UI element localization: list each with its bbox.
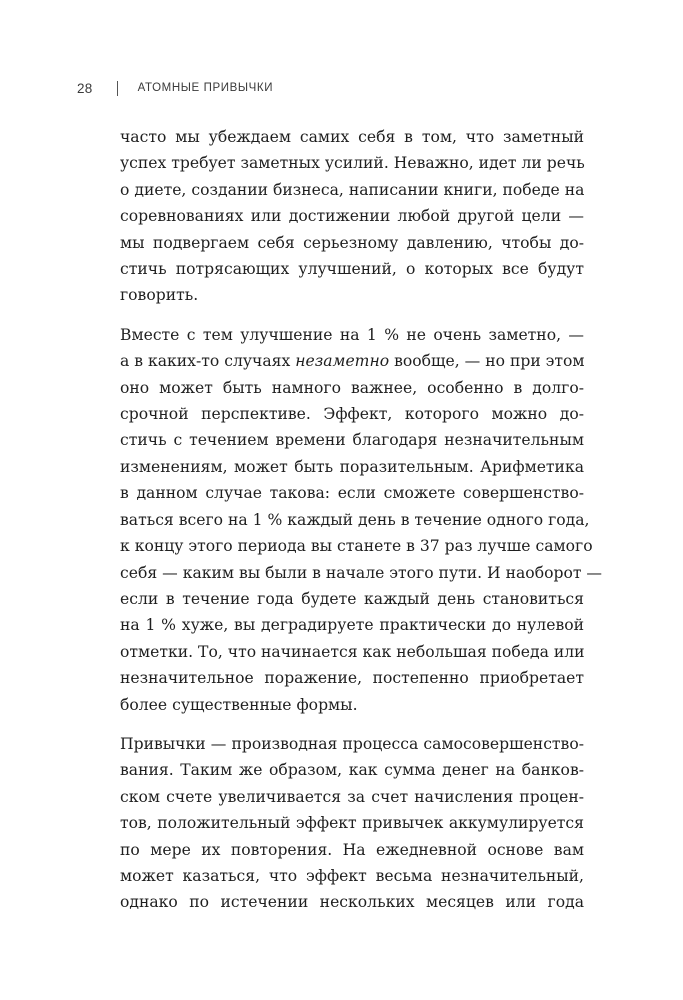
text-line: однако по истечении нескольких месяцев или года xyxy=(120,893,584,912)
text-line: изменениям, может быть поразительным. Арифметика xyxy=(120,457,584,476)
text-line: Вместе с тем улучшение на 1 % не очень заметно, — xyxy=(120,325,584,344)
text-line: мы подвергаем себя серьезному давлению, чтобы до- xyxy=(120,233,584,252)
text-line: оно может быть намного важнее, особенно в долго- xyxy=(120,378,584,397)
paragraph-3 xyxy=(120,731,584,916)
text-line: на 1 % хуже, вы деградируете практически до нулевой xyxy=(120,616,584,635)
text-segment: а в каких-то случаях xyxy=(120,352,296,371)
text-line: в данном случае такова: если сможете совершенство- xyxy=(120,484,584,503)
text-line: ваться всего на 1 % каждый день в течение одного года, xyxy=(120,510,590,529)
text-line: о диете, создании бизнеса, написании книги, победе на xyxy=(120,180,585,199)
text-line: отметки. То, что начинается как небольшая победа или xyxy=(120,642,585,661)
text-line: стичь потрясающих улучшений, о которых все будут xyxy=(120,260,584,279)
paragraph-1 xyxy=(120,124,584,309)
book-title: АТОМНЫЕ ПРИВЫЧКИ xyxy=(137,82,274,94)
text-line: говорить. xyxy=(120,286,199,305)
header-divider xyxy=(117,81,118,96)
paragraph-2 xyxy=(120,322,603,718)
text-line: Привычки — производная процесса самосовершенство- xyxy=(120,734,584,753)
text-line: незначительное поражение, постепенно приобретает xyxy=(120,669,584,688)
text-line: может казаться, что эффект весьма незначительный, xyxy=(120,866,584,885)
text-line: соревнованиях или достижении любой другой цели — xyxy=(120,207,584,226)
text-line: часто мы убеждаем самих себя в том, что заметный xyxy=(120,128,584,146)
text-line: более существенные формы. xyxy=(120,695,358,714)
text-line: вания. Таким же образом, как сумма денег на банков- xyxy=(120,761,584,780)
text-line: ском счете увеличивается за счет начисления процен- xyxy=(120,787,584,806)
text-line: к концу этого периода вы станете в 37 раз лучше самого xyxy=(120,537,593,556)
text-line: по мере их повторения. На ежедневной основе вам xyxy=(120,840,584,859)
text-line: тов, положительный эффект привычек аккумулируется xyxy=(120,814,584,833)
text-segment: вообще, — но при этом xyxy=(389,352,585,371)
text-line-with-emphasis xyxy=(120,348,584,374)
text-line: срочной перспективе. Эффект, которого можно до- xyxy=(120,405,584,424)
text-line: успех требует заметных усилий. Неважно, идет ли речь xyxy=(120,154,585,173)
text-line: себя — каким вы были в начале этого пути. И наоборот — xyxy=(120,563,603,582)
emphasized-word: незаметно xyxy=(295,352,390,371)
text-line: если в течение года будете каждый день становиться xyxy=(120,589,584,608)
running-header xyxy=(77,78,273,98)
page-number: 28 xyxy=(77,80,93,96)
body-text xyxy=(120,124,603,929)
text-line: стичь с течением времени благодаря незначительным xyxy=(120,431,584,450)
